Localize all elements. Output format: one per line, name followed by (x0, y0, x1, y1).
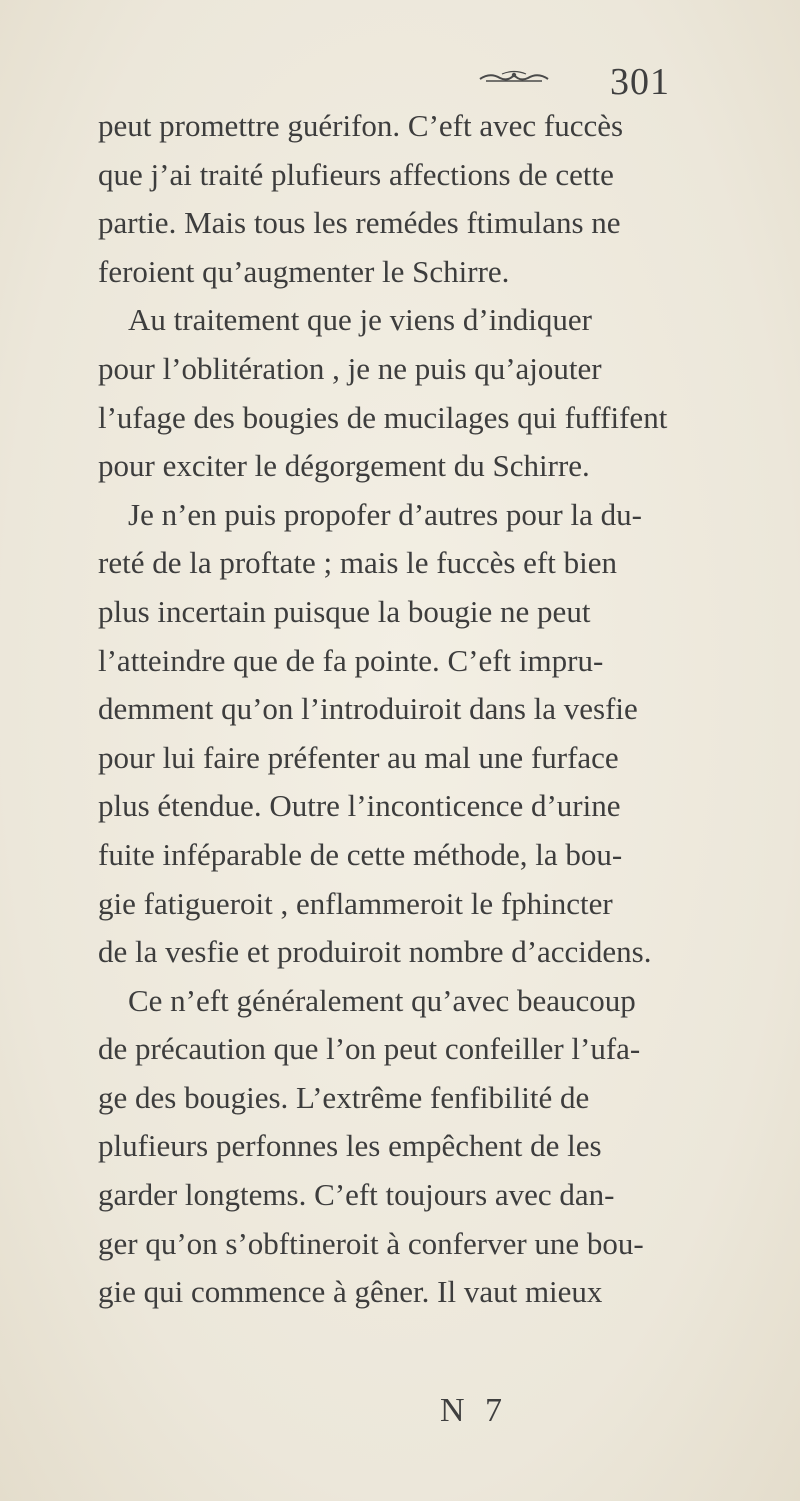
text-line: pour exciter le dégorgement du Schirre. (98, 448, 590, 484)
text-line: que j’ai traité plufieurs affections de cette (98, 156, 614, 192)
text-line: peut promettre guérifon. C’eft avec fuccès (98, 108, 624, 143)
text-line: de la vesfie et produiroit nombre d’accidens. (98, 934, 652, 970)
text-line: gie fatigueroit , enflammeroit le fphincter (98, 885, 613, 921)
text-line: Au traitement que je viens d’indiquer (128, 302, 593, 338)
text-line: fuite inféparable de cette méthode, la bou- (98, 836, 623, 872)
text-line: plus incertain puisque la bougie ne peut (98, 593, 591, 629)
text-line: feroient qu’augmenter le Schirre. (98, 253, 510, 289)
text-line: plus étendue. Outre l’inconticence d’urine (98, 788, 621, 824)
text-line: de précaution que l’on peut confeiller l’ufa- (98, 1031, 641, 1067)
text-line: partie. Mais tous les remédes ftimulans ne (98, 205, 621, 241)
text-line: demment qu’on l’introduiroit dans la vesfie (98, 691, 638, 727)
body-text (98, 102, 788, 1317)
text-line: plufieurs perfonnes les empêchent de les (98, 1128, 602, 1164)
signature-mark: N 7 (440, 1392, 509, 1429)
text-line: l’atteindre que de fa pointe. C’eft impru- (98, 642, 604, 678)
text-line: pour lui faire préfenter au mal une furface (98, 739, 619, 775)
text-line: ger qu’on s’obftineroit à conferver une bou- (98, 1225, 644, 1261)
text-line: pour l’oblitération , je ne puis qu’ajouter (98, 350, 602, 386)
headpiece-ornament-icon (478, 70, 550, 84)
text-line: reté de la proftate ; mais le fuccès eft bien (98, 545, 617, 581)
text-line: l’ufage des bougies de mucilages qui fuffifent (98, 399, 668, 435)
text-line: garder longtems. C’eft toujours avec dan- (98, 1177, 615, 1213)
text-line: Je n’en puis propofer d’autres pour la du- (128, 496, 642, 532)
text-line: ge des bougies. L’extrême fenfibilité de (98, 1079, 590, 1115)
page-number: 301 (610, 61, 670, 103)
text-line: Ce n’eft généralement qu’avec beaucoup (128, 982, 636, 1018)
text-line: gie qui commence à gêner. Il vaut mieux (98, 1274, 603, 1310)
